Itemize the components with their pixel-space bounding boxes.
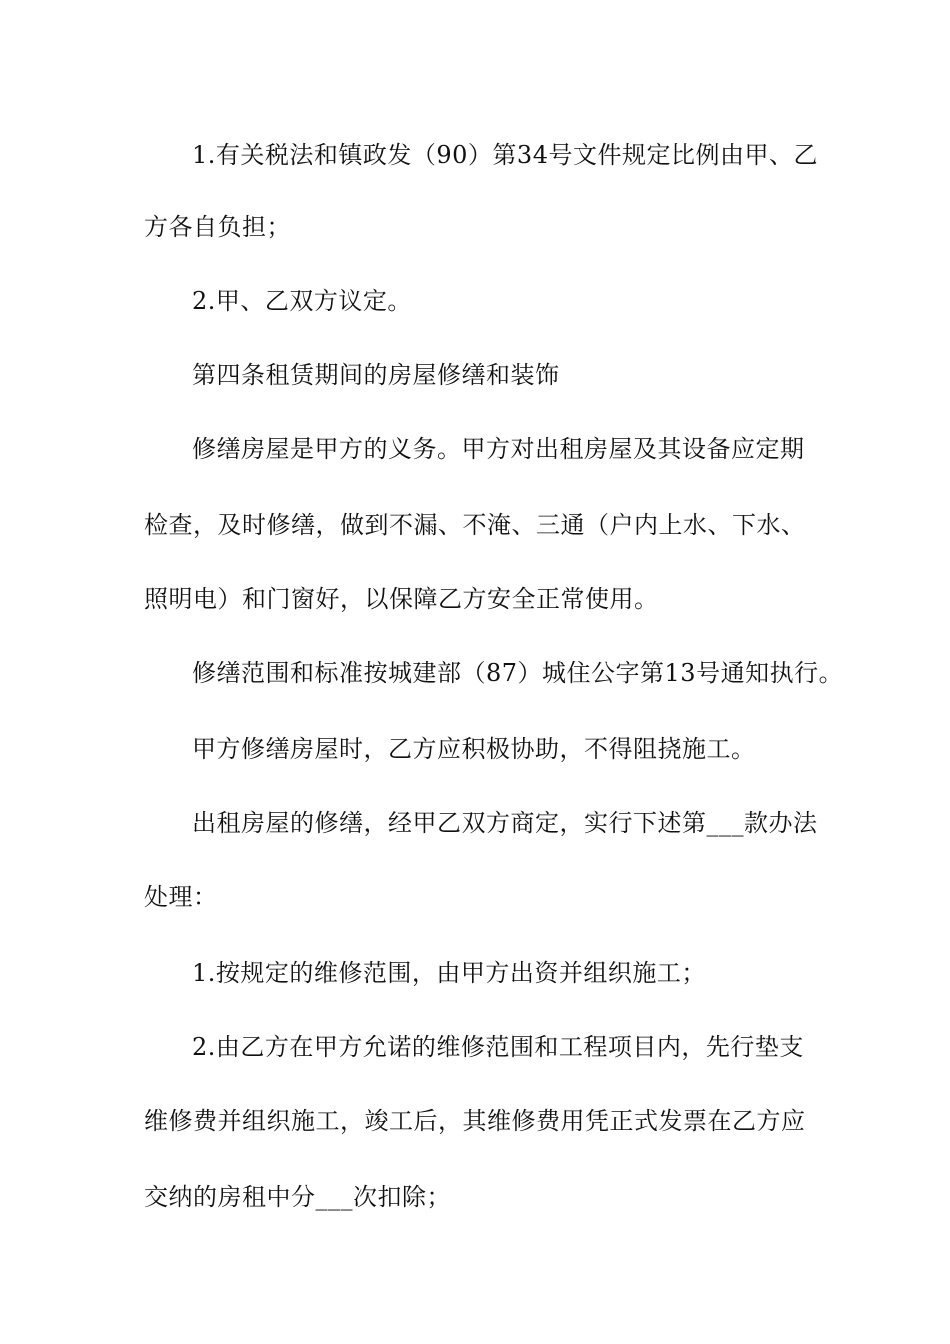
paragraph-line: 2.甲、乙双方议定。 xyxy=(192,287,412,315)
paragraph-line: 修缮范围和标准按城建部（87）城住公字第13号通知执行。 xyxy=(192,659,844,687)
paragraph-line: 照明电）和门窗好，以保障乙方安全正常使用。 xyxy=(144,585,659,613)
paragraph-line: 甲方修缮房屋时，乙方应积极协助，不得阻挠施工。 xyxy=(192,735,756,763)
paragraph-line: 维修费并组织施工，竣工后，其维修费用凭正式发票在乙方应 xyxy=(144,1107,806,1135)
paragraph-line: 处理： xyxy=(144,883,218,911)
section-heading: 第四条租赁期间的房屋修缮和装饰 xyxy=(192,361,560,389)
paragraph-line: 修缮房屋是甲方的义务。甲方对出租房屋及其设备应定期 xyxy=(192,435,805,463)
paragraph-line: 方各自负担； xyxy=(144,213,291,241)
paragraph-line: 2.由乙方在甲方允诺的维修范围和工程项目内，先行垫支 xyxy=(192,1033,804,1061)
paragraph-line: 交纳的房租中分___次扣除； xyxy=(144,1183,451,1211)
paragraph-line: 1.有关税法和镇政发（90）第34号文件规定比例由甲、乙 xyxy=(192,141,818,169)
paragraph-line: 1.按规定的维修范围，由甲方出资并组织施工； xyxy=(192,959,706,987)
paragraph-line: 检查，及时修缮，做到不漏、不淹、三通（户内上水、下水、 xyxy=(144,511,806,539)
paragraph-line: 出租房屋的修缮，经甲乙双方商定，实行下述第___款办法 xyxy=(192,809,818,837)
